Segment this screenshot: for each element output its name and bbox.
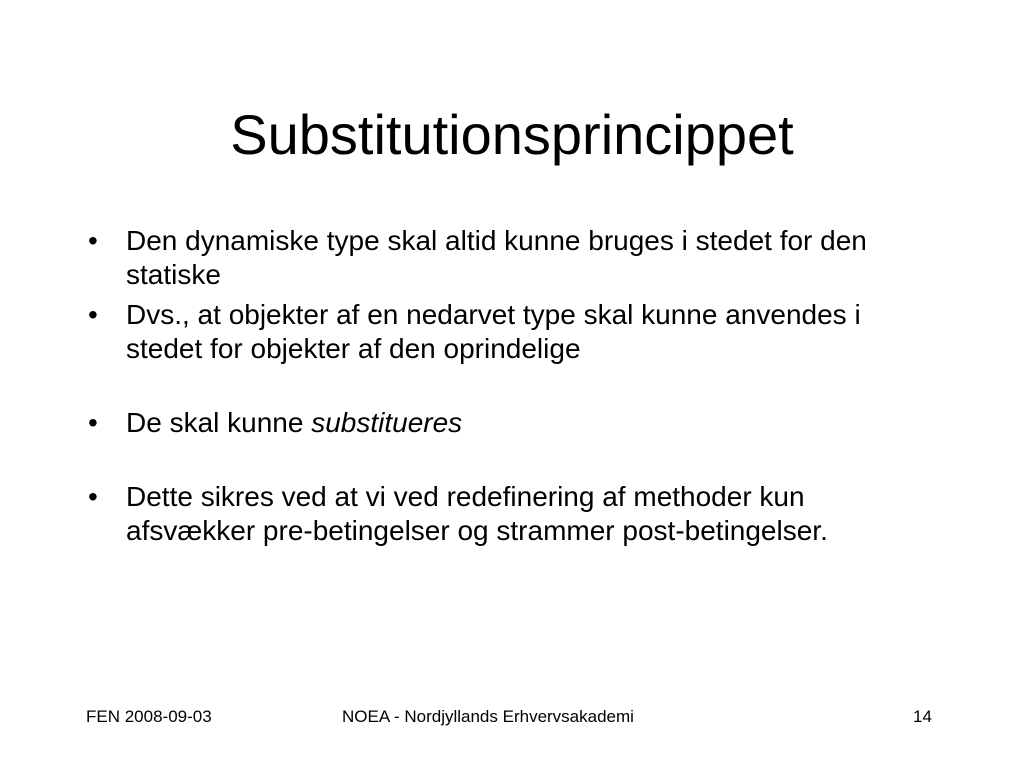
footer-page-number: 14 xyxy=(913,707,932,726)
bullet-text: Dvs., at objekter af en nedarvet type skal kunne anvendes i stedet for objekter af den oprindelige xyxy=(126,299,861,364)
bullet-text: Den dynamiske type skal altid kunne bruges i stedet for den statiske xyxy=(126,225,867,290)
footer-organization: NOEA - Nordjyllands Erhvervsakademi xyxy=(342,707,634,726)
footer-date: FEN 2008-09-03 xyxy=(86,707,212,726)
bullet-list xyxy=(84,224,904,548)
bullet-emphasis: substitueres xyxy=(311,407,463,438)
bullet-icon: • xyxy=(88,481,98,512)
slide-title: Substitutionsprincippet xyxy=(230,103,794,166)
bullet-item xyxy=(84,298,904,366)
bullet-icon: • xyxy=(88,299,98,330)
bullet-icon: • xyxy=(88,225,98,256)
bullet-item xyxy=(84,406,904,440)
bullet-text: Dette sikres ved at vi ved redefinering af methoder kun afsvækker pre-betingelser og strammer post-betingelser. xyxy=(126,481,828,546)
bullet-item xyxy=(84,224,904,292)
bullet-icon: • xyxy=(88,407,98,438)
bullet-text: De skal kunne xyxy=(126,407,312,438)
bullet-item xyxy=(84,480,904,548)
